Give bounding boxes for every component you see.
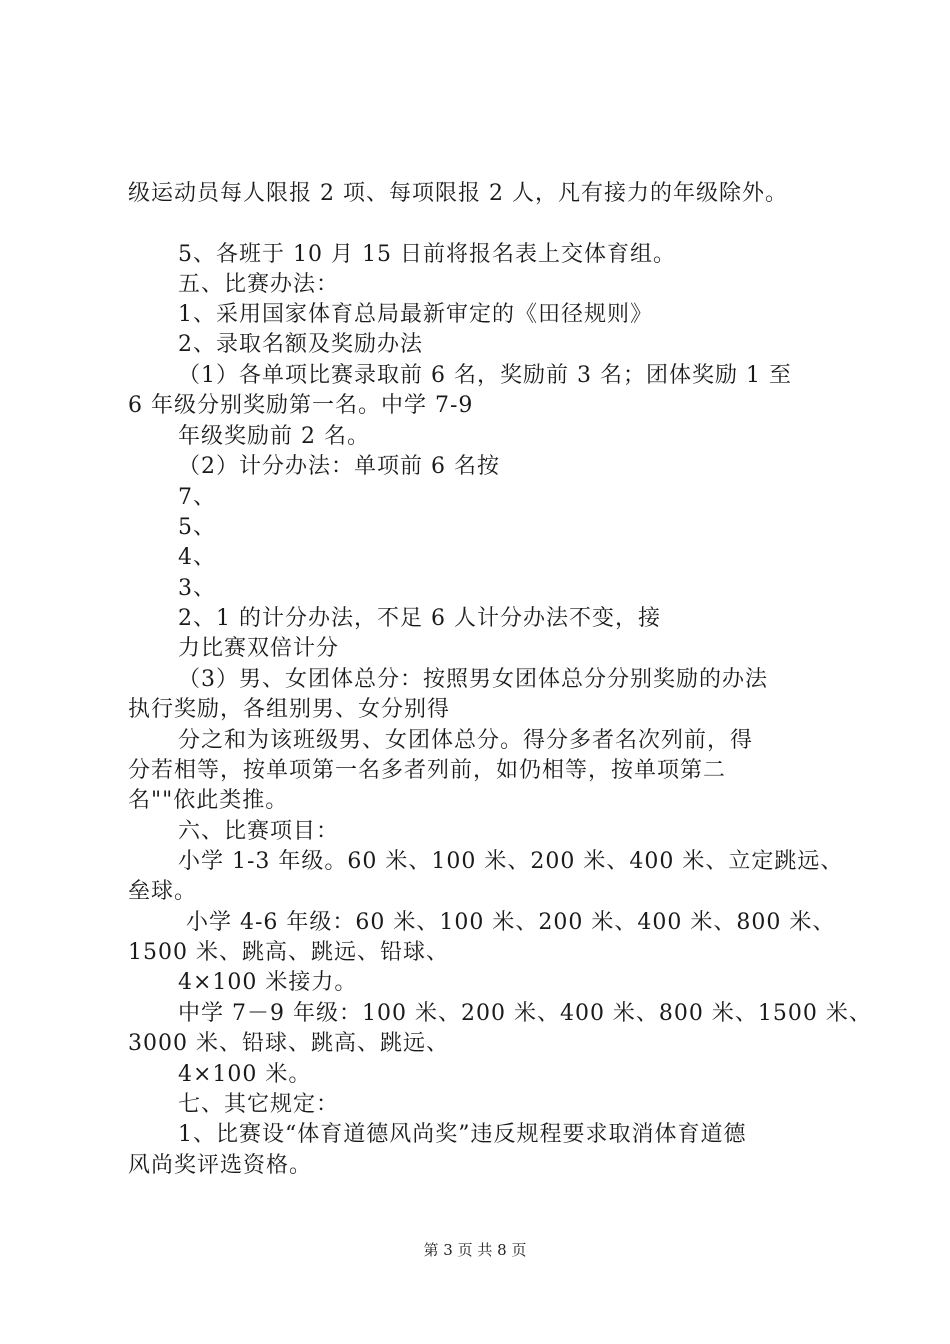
text-line: 小学 1-3 年级。60 米、100 米、200 米、400 米、立定跳远、 (178, 849, 844, 874)
text-line: 小学 4-6 年级：60 米、100 米、200 米、400 米、800 米、 (186, 910, 836, 935)
text-line: 执行奖励，各组别男、女分别得 (128, 697, 451, 722)
text-line: 3、 (178, 576, 216, 601)
text-line: 3000 米、铅球、跳高、跳远、 (128, 1031, 449, 1056)
text-line: 4×100 米接力。 (178, 970, 358, 995)
text-line: 5、各班于 10 月 15 日前将报名表上交体育组。 (178, 242, 676, 267)
text-line: 2、1 的计分办法，不足 6 人计分办法不变，接 (178, 606, 661, 631)
text-line: 力比赛双倍计分 (178, 636, 340, 661)
text-line: 5、 (178, 515, 216, 540)
text-line: 垒球。 (128, 879, 198, 904)
text-line: 分若相等，按单项第一名多者列前，如仍相等，按单项第二 (128, 758, 727, 783)
text-line: 2、录取名额及奖励办法 (178, 332, 423, 357)
text-line: 风尚奖评选资格。 (128, 1153, 313, 1178)
text-line: 年级奖励前 2 名。 (178, 424, 370, 449)
text-line: （3）男、女团体总分：按照男女团体总分分别奖励的办法 (178, 667, 768, 692)
text-line: 1500 米、跳高、跳远、铅球、 (128, 940, 449, 965)
text-line: 1、比赛设“体育道德风尚奖”违反规程要求取消体育道德 (178, 1122, 747, 1147)
text-line: 7、 (178, 485, 216, 510)
text-line: 1、采用国家体育总局最新审定的《田径规则》 (178, 302, 653, 327)
section-heading: 七、其它规定： (178, 1092, 340, 1117)
text-line: 中学 7－9 年级：100 米、200 米、400 米、800 米、1500 米、 (178, 1001, 872, 1026)
text-line: （2）计分办法：单项前 6 名按 (178, 454, 500, 479)
text-line: 名""依此类推。 (128, 788, 289, 813)
text-line: 4×100 米。 (178, 1062, 312, 1087)
text-line: 4、 (178, 545, 216, 570)
text-line: 级运动员每人限报 2 项、每项限报 2 人，凡有接力的年级除外。 (128, 181, 788, 206)
page-number-footer: 第 3 页 共 8 页 (423, 1241, 527, 1259)
text-line: （1）各单项比赛录取前 6 名，奖励前 3 名；团体奖励 1 至 (178, 363, 792, 388)
section-heading: 六、比赛项目： (178, 819, 340, 844)
section-heading: 五、比赛办法： (178, 272, 340, 297)
text-line: 分之和为该班级男、女团体总分。得分多者名次列前，得 (178, 728, 754, 753)
text-line: 6 年级分别奖励第一名。中学 7-9 (128, 393, 474, 418)
